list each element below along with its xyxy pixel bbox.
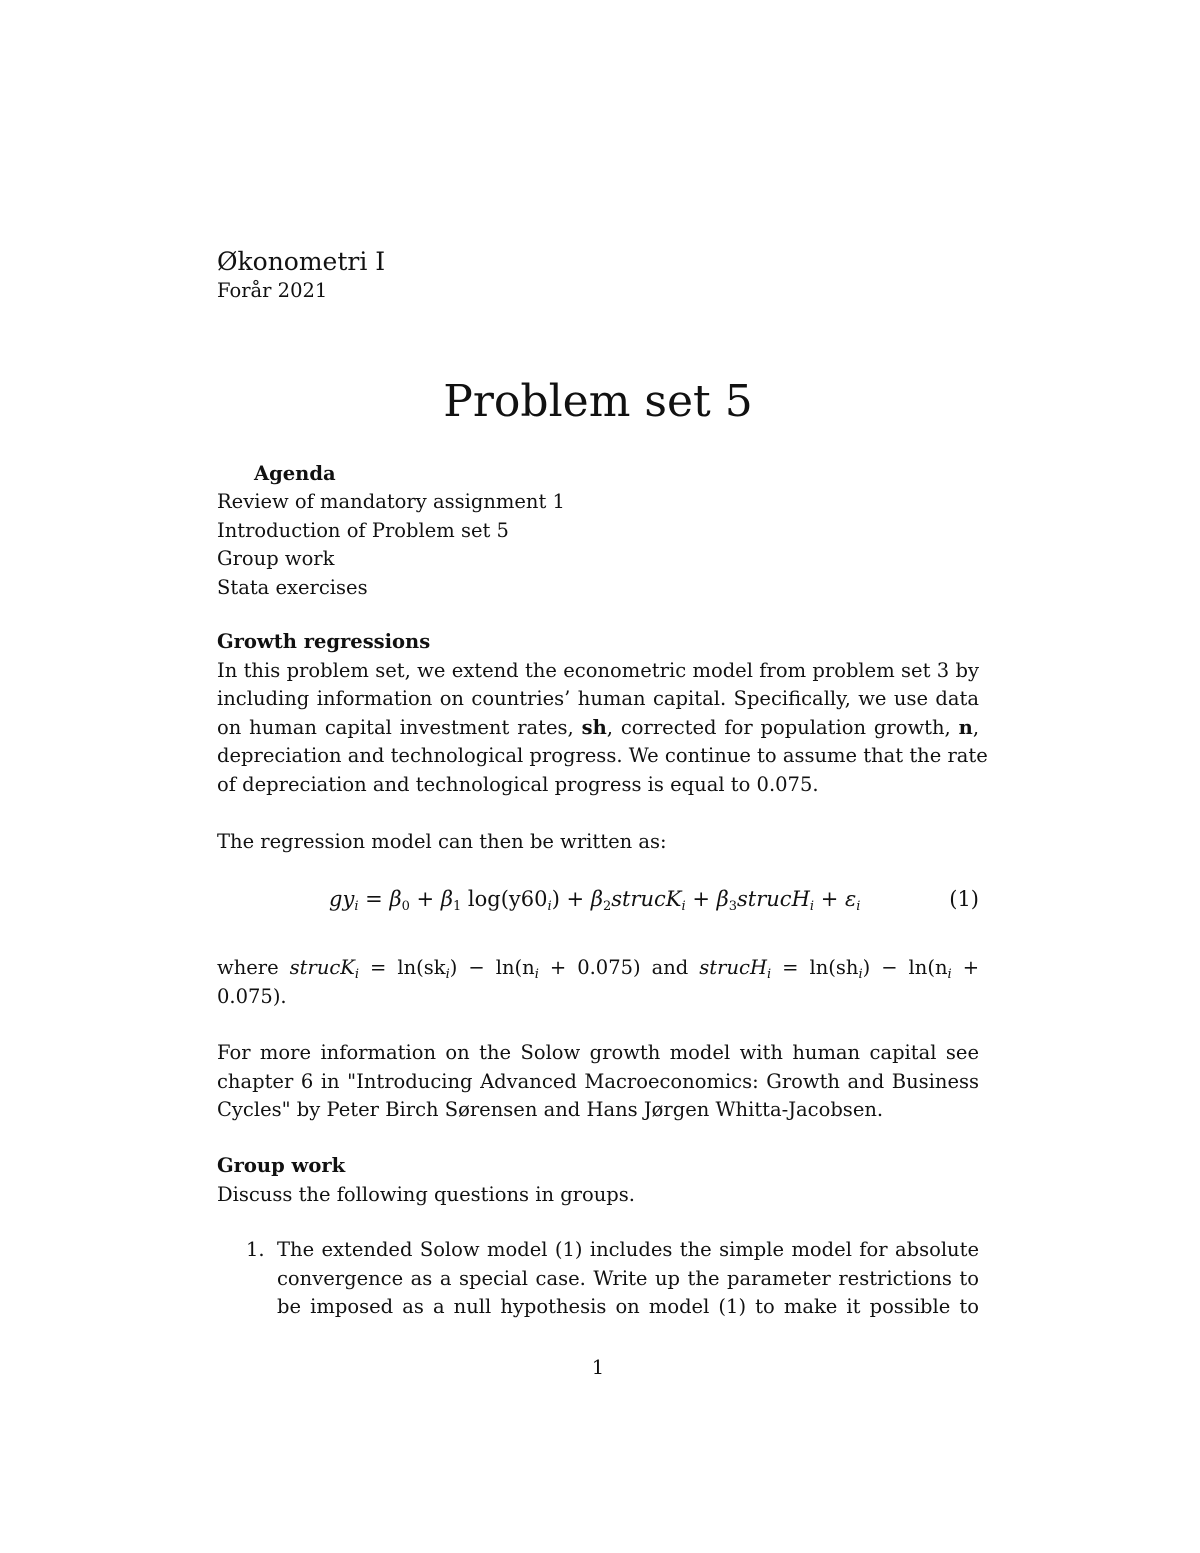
variable-n: n (958, 715, 973, 739)
paragraph-line: For more information on the Solow growth model with human capital see (217, 1041, 979, 1064)
eq-subscript: i (947, 967, 952, 982)
agenda-heading: Agenda (254, 462, 336, 485)
math-term: + (962, 956, 980, 979)
paragraph-line (217, 954, 979, 983)
growth-section (217, 628, 988, 799)
eq-subscript: i (534, 967, 539, 982)
eq-term: β (389, 887, 402, 911)
course-term: Forår 2021 (217, 279, 328, 302)
course-name: Økonometri I (217, 247, 386, 276)
page-title: Problem set 5 (443, 376, 753, 427)
paragraph-line: be imposed as a null hypothesis on model (1) to make it possible to (277, 1295, 979, 1318)
eq-term: strucK (611, 887, 682, 911)
paragraph-line: depreciation and technological progress. We continue to assume that the rate (217, 744, 988, 767)
math-term: = ln(sk (370, 956, 446, 979)
model-intro (217, 828, 979, 857)
growth-heading: Growth regressions (217, 630, 431, 653)
eq-subscript: 0 (401, 899, 410, 914)
text-run: and (651, 956, 689, 979)
question-text (277, 1236, 979, 1322)
agenda-item: Stata exercises (217, 575, 368, 599)
paragraph-line: convergence as a special case. Write up the parameter restrictions to (277, 1266, 979, 1290)
eq-term: strucH (737, 887, 810, 911)
group-work-section (217, 1152, 979, 1209)
eq-subscript: i (547, 899, 552, 914)
text-run: , corrected for population growth, (606, 715, 951, 739)
group-work-heading: Group work (217, 1154, 346, 1177)
paragraph-line: Cycles" by Peter Birch Sørensen and Hans Jørgen Whitta-Jacobsen. (217, 1098, 884, 1121)
equation-number: (1) (949, 887, 979, 911)
question-number: 1. (246, 1238, 265, 1261)
paragraph-line: of depreciation and technological progress is equal to 0.075. (217, 772, 819, 796)
eq-subscript: i (766, 967, 772, 982)
equation-body: $gy_i = \beta_0 + \beta_1$ $\log(y60_i)$ + $\beta_2strucK_i$ + $\beta_3strucH_i + \varepsilon_i$ (329, 887, 861, 914)
eq-subscript: i (354, 967, 360, 982)
eq-subscript: 2 (602, 899, 612, 914)
eq-subscript: i (856, 899, 861, 914)
eq-term: ε (845, 887, 857, 911)
math-term: ) − ln(n (449, 956, 535, 979)
eq-term: β (590, 887, 603, 911)
paragraph-line: Discuss the following questions in groups. (217, 1182, 635, 1206)
text-run: where (217, 956, 279, 979)
paragraph-line (217, 714, 979, 743)
math-term: = ln(sh (782, 956, 859, 979)
eq-subscript: i (681, 899, 686, 914)
math-term: + 0.075) (549, 956, 641, 979)
text-run: on human capital investment rates, (217, 715, 574, 739)
paragraph-line: including information on countries’ human capital. Specifically, we use data (217, 687, 979, 710)
paragraph-line: 0.075). (217, 984, 287, 1008)
math-term: strucH (699, 956, 767, 979)
paragraph-line: chapter 6 in "Introducing Advanced Macroeconomics: Growth and Business (217, 1069, 979, 1093)
eq-subscript: 1 (452, 899, 462, 914)
paragraph-line: The regression model can then be written as: (217, 830, 667, 853)
paragraph-line: The extended Solow model (1) includes the simple model for absolute (277, 1238, 979, 1261)
math-term: strucK (289, 956, 355, 979)
text-run: , (972, 715, 980, 739)
agenda-item: Review of mandatory assignment 1 (217, 490, 565, 513)
agenda-list (217, 488, 979, 602)
agenda-item: Group work (217, 547, 335, 570)
page-number: 1 (591, 1356, 605, 1379)
agenda-item: Introduction of Problem set 5 (217, 518, 509, 542)
eq-term: gy (329, 887, 355, 911)
variable-sh: sh (581, 715, 607, 739)
eq-subscript: i (445, 967, 450, 982)
eq-term: log(y60 (467, 887, 548, 911)
eq-subscript: i (809, 899, 815, 914)
reference-paragraph (217, 1039, 979, 1125)
eq-subscript: 3 (728, 899, 738, 914)
math-term: ) − ln(n (862, 956, 948, 979)
paragraph-line: In this problem set, we extend the econometric model from problem set 3 by (217, 658, 979, 682)
eq-term: β (716, 887, 729, 911)
where-clause (217, 954, 979, 1011)
eq-subscript: i (354, 899, 359, 914)
eq-term: β (440, 887, 453, 911)
eq-subscript: i (858, 967, 863, 982)
